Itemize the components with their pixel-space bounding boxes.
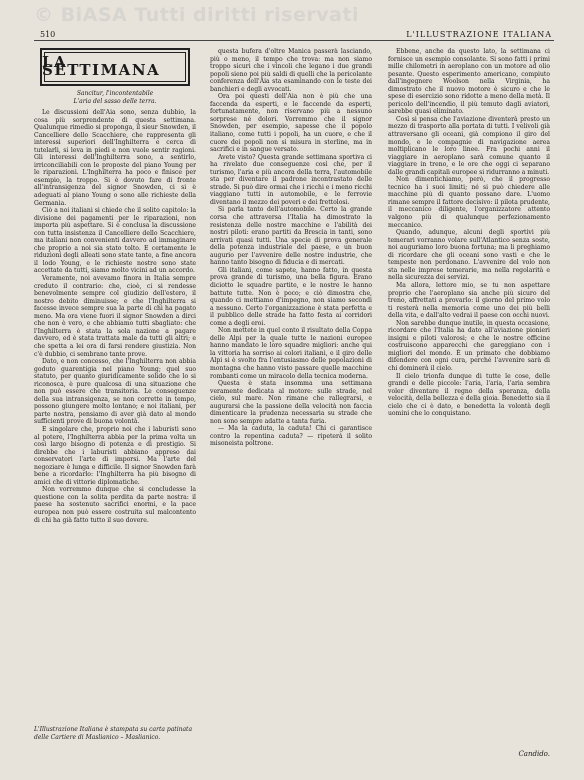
copyright-watermark: © BiASA Tutti diritti riservati [34,4,360,26]
paragraph: Non mettete in quel conto il risultato della Coppa delle Alpi per la quale tutte le nazioni europee hanno mandato le loro squadre migliori: anche qui la vittoria ha sorriso ai colori italiani, e il giro delle Alpi si è svolto fra l'entusiasmo delle popolazioni di montagna che hanno visto passare quelle macchine rombanti come un miracolo della tecnica moderna. [210,327,372,380]
epigraph-line: L'aria del sasso delle terra. [73,97,157,105]
column-1 [34,48,196,724]
paragraph: Quando, adunque, alcuni degli sportivi più temerari vorranno volare sull'Atlantico senza soste, noi auguriamo loro buona fortuna; ma li preghiamo di ricordare che gli oceani sono vasti e che le tempeste non perdonano. L'avvenire del volo non sta nelle imprese temerarie, ma nella regolarità e nella sicurezza dei servizi. [388,229,550,282]
paragraph: Il cielo trionfa dunque di tutte le cose, delle grandi e delle piccole: l'aria, l'aria, l'aria sembra voler diventare il regno della speranza, della velocità, della bellezza e della gioia. Benedetto sia il cielo che ci è dato, e benedetta la volontà degli uomini che lo conquistano. [388,372,550,418]
paragraph: questa bufera d'oltre Manica passerà lasciando, più o meno, il tempo che trova: ma non siamo troppo sicuri che i vincoli che legano i due grandi popoli sieno poi più saldi di quelli che la pericolante conferenza dell'Aia sta esaminando con le teste dei banchieri e degli avvocati. [210,48,372,93]
author-signature: Candido. [518,750,550,758]
epigraph [34,90,196,105]
paragraph: Le discussioni dell'Aia sono, senza dubbio, la cosa più sorprendente di questa settimana. Qualunque rimedio si proponga, il sieur Snowden, il Cancelliere dello Scacchiere, che rappresenta gli interessi superiori dell'Inghilterra e cerca di tutelarli, si leva in piedi e non vuole sentir ragioni. Gli interessi dell'Inghilterra sono, a sentirlo, irriconciliabili con le proposte del piano Young per le riparazioni. L'Inghilterra ha poco e finisce per esempio, la troppo. Si è dovuto fare di fronte all'intransigenza del signor Snowden, ci si è adeguati al piano Young o sono alle richieste della Germania. [34,109,196,207]
header-rule [34,40,554,41]
paragraph: Ciò a noi italiani si chiede che il solito capitolo: la divisione dei pagamenti per le riparazioni, non importa più aspettare. Si è conclusa la discussione con tutta insistenza il Cancelliere dello Scacchiere, ma italiani non convenienti davvero ad immaginare che proprio a noi sia stato tolto. E certamente le riduzioni degli alleati sono state tante, a fine ancora il lodo Young, e le richieste nostre sono state accettate da tutti, siamo molto vicini ad un accordo. [34,207,196,275]
paragraph: Si parla tanto dell'automobile. Certo la grande corsa che attraversa l'Italia ha dimostrato la resistenza delle nostre macchine e l'abilità dei nostri piloti: erano partiti da Brescia in tanti, sono arrivati quasi tutti. Una specie di prova generale della potenza industriale del paese, e un buon augurio per l'avvenire delle nostre industrie, che hanno tanto bisogno di fiducia e di mercati. [210,206,372,267]
column-2 [210,48,372,724]
printer-footnote: L'Illustrazione Italiana è stampata su carta patinata delle Cartiere di Maslianico – Maslianico. [34,726,193,741]
paragraph: Così si pensa che l'aviazione diventerà presto un mezzo di trasporto alla portata di tutti. I velivoli già attraversano gli oceani, già compiono il giro del mondo, e le compagnie di navigazione aerea moltiplicano le loro linee. Fra pochi anni il viaggiare in aeroplano sarà comune quanto il viaggiare in treno, e le ore che oggi ci separano dalle grandi capitali europee si ridurranno a minuti. [388,115,550,176]
paragraph: Ebbene, anche da questo lato, la settimana ci fornisce un esempio consolante. Si sono fatti i primi mille chilometri in aeroplano con un motore ad olio pesante. Questo esperimento americano, compiuto dall'ingegnere Woolson nella Virginia, ha dimostrato che il nuovo motore è sicuro e che le spese di esercizio sono ridotte a meno della metà. Il pericolo dell'incendio, il più temuto dagli aviatori, sarebbe quasi eliminato. [388,48,550,116]
paragraph: Avete visto? Questa grande settimana sportiva ci ha rivelato due conseguenze così che, per il turismo, l'aria e più ancora della terra, l'automobile sta per diventare il padrone incontrastato delle strade. Si può dire ormai che i ricchi e i meno ricchi viaggiano tutti in automobile, e le ferrovie diventano il mezzo dei poveri e dei frettolosi. [210,153,372,206]
paragraph: Ora poi questi dell'Aia non è più che una faccenda da esperti, e le faccende da esperti, fortunatamente, non riservano più a nessuno sorprese né dolori. Vorremmo che il signor Snowden, per esempio, sapesse che il popolo italiano, come tutti i popoli, ha un cuore, e che il cuore dei popoli non si misura in sterline, ma in sacrifici e in sangue versato. [210,93,372,154]
page-header [34,2,554,40]
paragraph: Veramente, noi avevamo finora in Italia sempre creduto il contrario: che, cioè, ci si rendesse benevolmente sempre col giudizio dell'estero, il nostro debito diminuisse; e che l'Inghilterra si facesse invece sempre sua la parte di chi ha pagato meno. Ma ora viene fuori il signor Snowden a dirci che non è vero, e che abbiamo tutti sbagliato: che l'Inghilterra è stata la sola nazione a pagare davvero, ed è stata trattata male da tutti gli altri; e che spetta a lei ora di farsi rendere giustizia. Non c'è dubbio, ci sembrano tante prove. [34,275,196,358]
paragraph: Non sarebbe dunque inutile, in questa occasione, ricordare che l'Italia ha dato all'aviazione pionieri insigni e piloti valorosi; e che le nostre officine costruiscono apparecchi che gareggiano con i migliori del mondo. È un primato che dobbiamo difendere con ogni cura, perché l'avvenire sarà di chi dominerà il cielo. [388,319,550,372]
paragraph: Non vorremmo dunque che si concludesse la questione con la solita perdita da parte nostra: il paese ha sostenuto sacrifici enormi, e la pace europea non può essere costruita sul malcontento di chi ha già fatto tutto il suo dovere. [34,486,196,524]
section-title: LA SETTIMANA [42,53,161,79]
section-title-box [40,48,190,86]
paragraph: — Ma la caduta, la caduta! Chi ci garantisce contro la repentina caduta? — ripeterà il solito misoneista poltrone. [210,425,372,448]
column-3 [388,48,550,724]
running-title: L'ILLUSTRAZIONE ITALIANA [406,30,552,39]
paragraph: E singolare che, proprio noi che i laburisti sono al potere, l'Inghilterra abbia per la prima volta un così largo bisogno di potenza e di prestigio. Si direbbe che i laburisti abbiano appreso dai conservatori l'arte di imporsi. Ma l'arte del negoziare è lunga e difficile. Il signor Snowden farà bene a ricordarlo: l'Inghilterra ha più bisogno di amici che di vittorie diplomatiche. [34,425,196,486]
paragraph: Gli italiani, come sapete, hanno fatto, in questa prova grande di turismo, una bella figura. Erano diciotto le squadre partite, e le nostre le hanno battute tutte. Non è poco; e ciò dimostra che, quando ci mettiamo d'impegno, non siamo secondi a nessuno. Certo l'organizzazione è stata perfetta e il pubblico delle strade ha fatto festa ai corridori come a degli eroi. [210,266,372,327]
paragraph: Ma allora, lettore mio, se tu non aspettare proprio che l'aeroplano sia anche più sicuro del treno, affrettati a provarlo: il giorno del primo volo ti resterà nella memoria come uno dei più belli della vita, e dall'alto vedrai il paese con occhi nuovi. [388,281,550,320]
page-number: 510 [40,30,56,39]
paragraph: Questa è stata insomma una settimana veramente dedicata al motore: sulle strade, nel cielo, sul mare. Non rimane che rallegrarsi, e augurarsi che la passione della velocità non faccia dimenticare la prudenza necessaria su strade che non sono sempre adatte a tanta furia. [210,380,372,425]
epigraph-line: Sancitur, l'incontentabile [76,90,154,97]
paragraph: Non dimentichiamo, però, che il progresso tecnico ha i suoi limiti; né si può chiedere alle macchine più di quanto possano dare. L'uomo rimane sempre il fattore decisivo: il pilota prudente, il meccanico diligente, l'organizzatore attento valgono più di qualunque perfezionamento meccanico. [388,176,550,229]
paragraph: Dato, e non concesso, che l'Inghilterra non abbia goduto guarentigia nel piano Young; quel suo statuto, per quanto giuridicamente solido che lo si riconosca, è pure qualcosa di una situazione che non può essere che transitoria. Le conseguenze della sua intransigenza, se non corrette in tempo, possono giungere molto lontano; e noi italiani, per parte nostra, pensiamo di aver già dato al mondo sufficienti prove di buona volontà. [34,358,196,426]
